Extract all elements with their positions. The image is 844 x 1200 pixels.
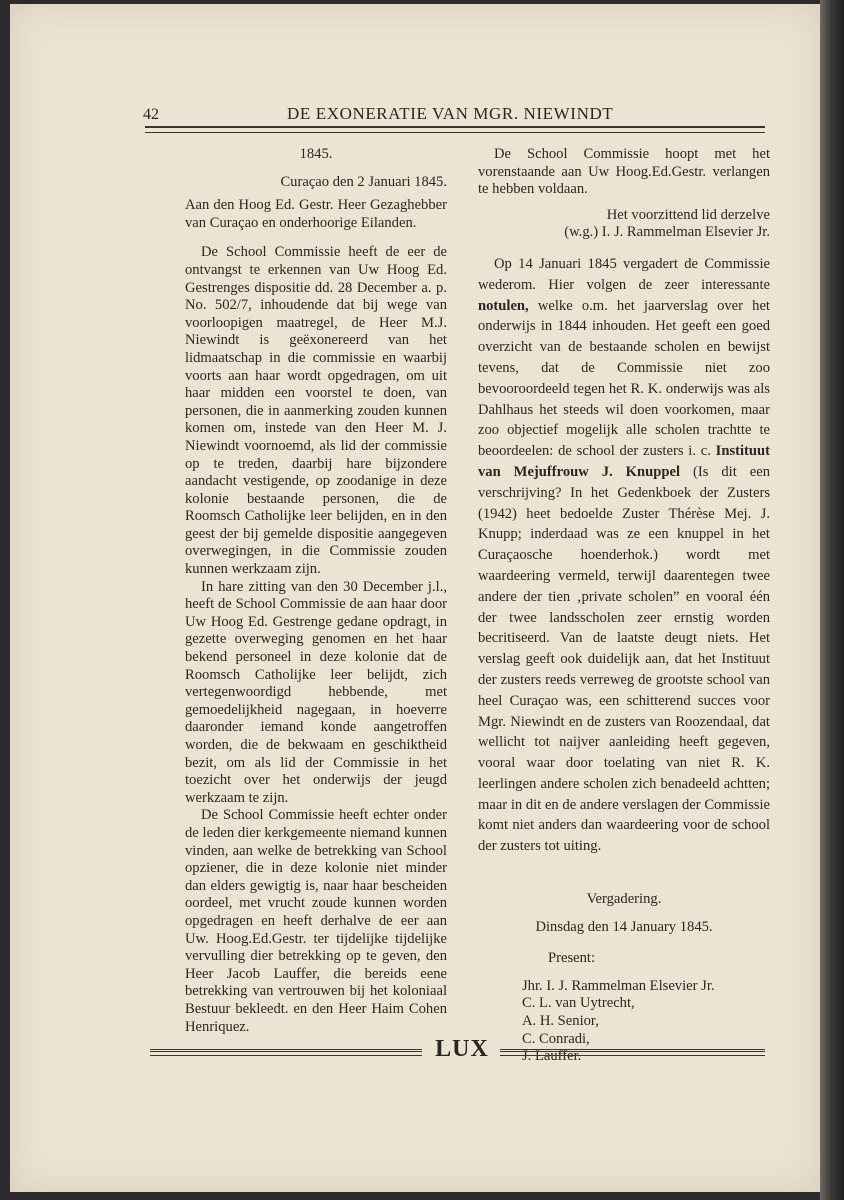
notulen-term: notulen, xyxy=(478,297,529,314)
letter-year: 1845. xyxy=(299,146,333,162)
attendee-item: A. H. Senior, xyxy=(522,1013,599,1030)
commentary-middle-2: (Is dit een verschrijving? In het Gedenkboek der Zusters (1942) heet bedoelde Zuster Thérèse Mej. J. Knupp; inderdaad was ze een knuppel in het Curaçaosche hoenderhok.) wordt met waardeering vermeld, terwijl daarentegen twee andere der tien ‚private scholen” en vooral één der twee landsscholen zeer ernstig worden becritiseerd. Van de laatste deugt niets. Het verslag geeft ook duidelijk aan, dat het Instituut der zusters reeds verreweg de grootste school van heel Curaçao was, een schitterend succes voor Mgr. Niewindt en de zusters van Roozendaal, dat wellicht tot naijver aanleiding heeft gegeven, vooral waar door toelating van niet R. K. leerlingen andere scholen zich benadeeld achtten; maar in dit en de andere verslagen der Commissie komt niet anders dan waardeering voor de school der zusters tot uiting. xyxy=(478,463,770,855)
header-rule xyxy=(145,126,765,133)
page-number: 42 xyxy=(143,106,159,123)
commentary-middle-1: welke o.m. het jaarverslag over het onderwijs in 1844 inhouden. Het geeft een goed overzicht van de bestaande scholen en bewijst tevens, dat de Commissie niet zoo bevooroordeeld tegen het R. K. onderwijs was als Dahlhaus het steeds wil doen voorkomen, maar zoo objectief mogelijk alle scholen trachtte te beoordeelen: de school der zusters i. c. xyxy=(478,297,770,460)
meeting-date: Dinsdag den 14 January 1845. xyxy=(535,918,713,935)
attendee-item: C. L. van Uytrecht, xyxy=(522,995,635,1012)
page-header xyxy=(135,100,765,128)
present-label: Present: xyxy=(548,950,596,967)
attendee-item: Jhr. I. J. Rammelman Elsevier Jr. xyxy=(522,977,715,994)
attendee-item: C. Conradi, xyxy=(522,1030,590,1047)
meeting-heading: Vergadering. xyxy=(586,891,662,908)
attendee-item: J. Lauffer. xyxy=(522,1048,582,1065)
running-title: DE EXONERATIE VAN MGR. NIEWINDT xyxy=(287,104,614,123)
letter-address: Aan den Hoog Ed. Gestr. Heer Gezaghebber van Curaçao en onderhoorige Eilanden. xyxy=(185,197,447,231)
letter-paragraph-1: De School Commissie heeft de eer de ontvangst te erkennen van Uw Hoog Ed. Gestrenges dispositie dd. 28 December a. p. No. 502/7, inhoudende dat bij wege van voorloopigen maatregel, de Heer M.J. Niewindt is geëxonereerd van het lidmaatschap in die commissie en waarbij voorts aan haar wordt opgedragen, om uit haar midden een voorstel te doen, van personen, die in aanmerking zouden kunnen komen om, instede van den Heer M. J. Niewindt voornoemd, als lid der commissie op te treden, daarbij hare bijzondere aandacht vestigende, op zoodanige in deze kolonie bestaande personen, die de Roomsch Catholijke leer belijden, en in den geest der bij gemelde dispositie aangegeven overwegingen, in die Commissie zouden kunnen werkzaam zijn. xyxy=(185,244,447,578)
letter-place-date: Curaçao den 2 Januari 1845. xyxy=(280,173,447,190)
footer-brand: LUX xyxy=(435,1036,489,1062)
letter-paragraph-2: In hare zitting van den 30 December j.l., heeft de School Commissie de aan haar door Uw Hoog Ed. Gestrenge gedane opdragt, in gezette overweging genomen en het haar bekend personeel in deze kolonie dat de Roomsch Catholijke leer belijdt, zich vertegenwoordigd hebbende, met gemoedelijkheid nagegaan, in hoeverre daaronder iemand konde aangetroffen worden, die de bekwaam en geschiktheid bezit, om als lid der Commissie in het toezicht over het onderwijs der jeugd werkzaam te zijn. xyxy=(185,578,447,806)
institute-name: Instituut van Mejuffrouw J. Knuppel xyxy=(478,443,770,480)
footer-rule-right xyxy=(500,1049,765,1056)
left-column xyxy=(185,146,447,1036)
commentary-paragraph xyxy=(478,254,770,857)
signature-name: (w.g.) I. J. Rammelman Elsevier Jr. xyxy=(564,224,770,241)
footer-rule-left xyxy=(150,1049,422,1056)
book-spine-shadow xyxy=(820,0,844,1200)
signature-role: Het voorzittend lid derzelve xyxy=(606,206,770,223)
letter-paragraph-3: De School Commissie heeft echter onder de leden dier kerkgemeente niemand kunnen vinden, aan welke de betrekking van School opziener, die in deze kolonie niet minder dan elders gewigtig is, naar haar bescheiden oordeel, met vrucht zoude kunnen worden opgedragen en heeft derhalve de eer aan Uw. Hoog.Ed.Gestr. ter tijdelijke tijdelijke vervulling dier betrekking op te geven, den Heer Jacob Lauffer, die bereids eene betrekking van vertrouwen bij het koloniaal Bestuur bekleedt. en den Heer Haim Cohen Henriquez. xyxy=(185,807,447,1035)
right-column xyxy=(478,146,770,1066)
commentary-intro: Op 14 Januari 1845 vergadert de Commissie wederom. Hier volgen de zeer interessante xyxy=(478,255,770,293)
letter-closing: De School Commissie hoopt met het vorenstaande aan Uw Hoog.Ed.Gestr. verlangen te hebben voldaan. xyxy=(478,146,770,198)
